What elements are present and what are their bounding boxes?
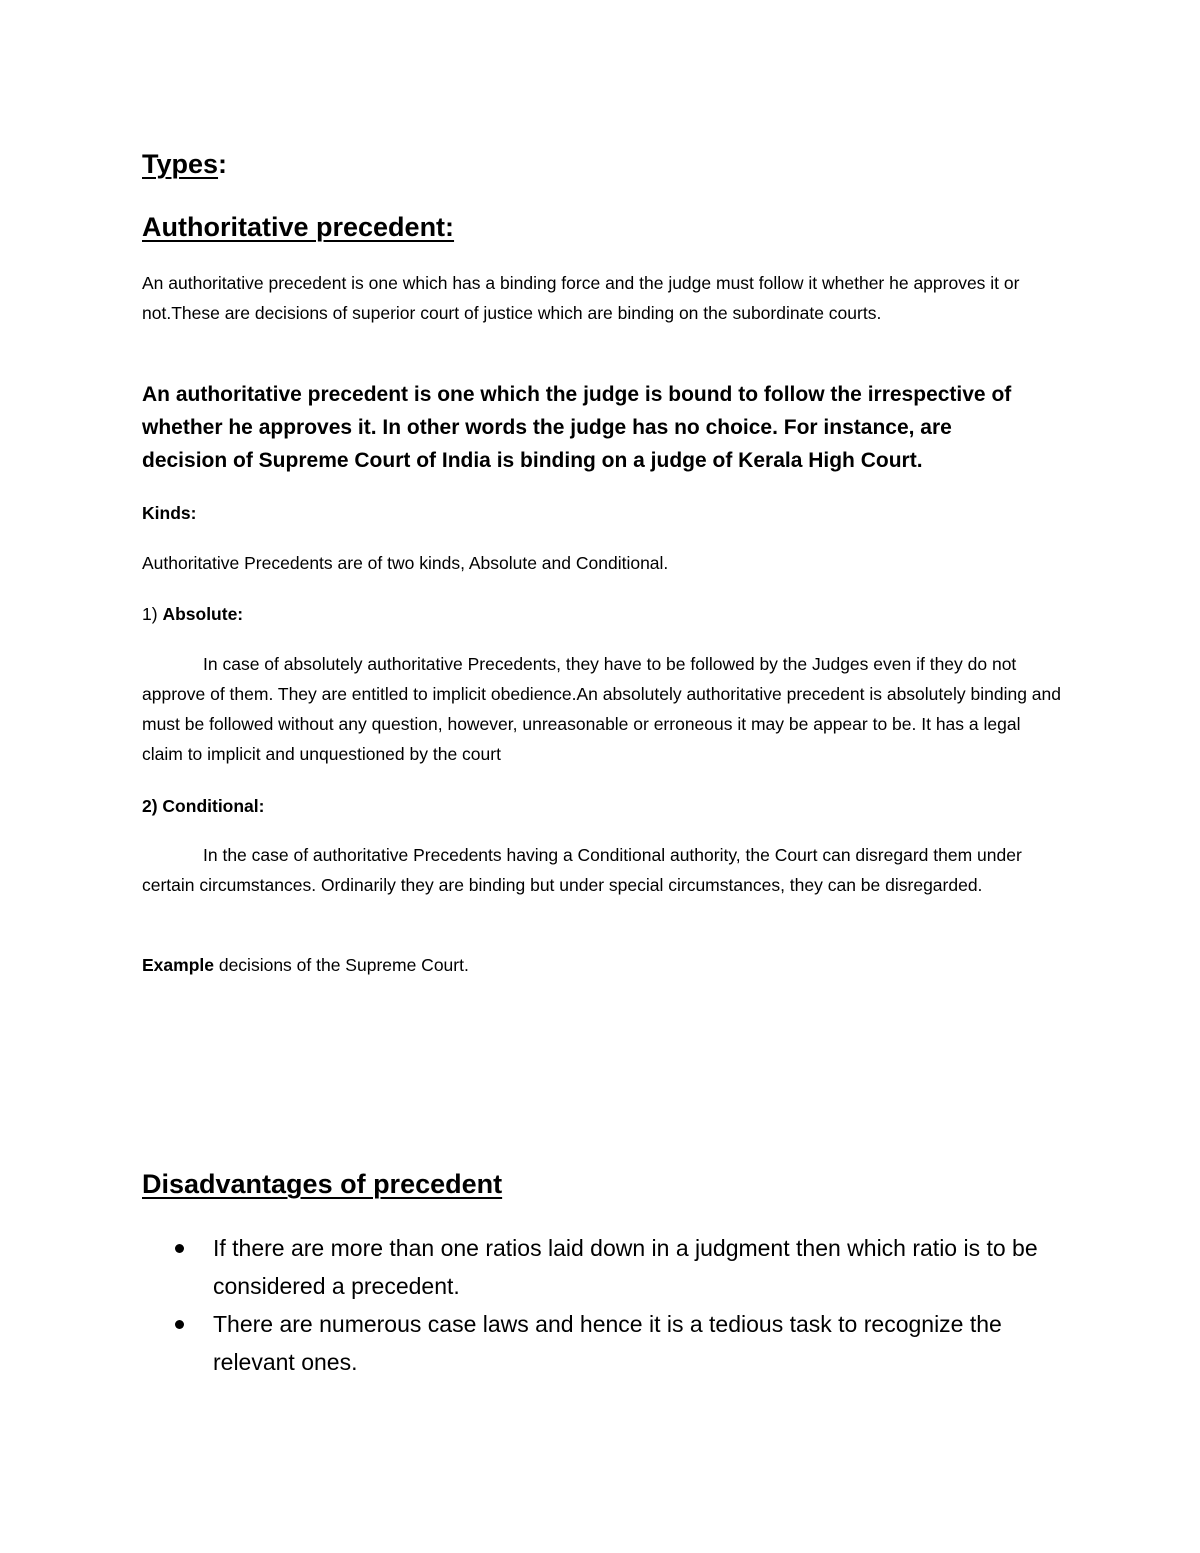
kinds-paragraph: Authoritative Precedents are of two kinds, Absolute and Conditional. [142, 553, 669, 573]
example-label: Example [142, 955, 214, 975]
absolute-heading [142, 599, 1062, 629]
conditional-paragraph: In the case of authoritative Precedents having a Conditional authority, the Court can disregard them under certain circumstances. Ordinarily they are binding but under special circumstances, they can be disregarded. [142, 845, 1022, 895]
absolute-number: 1) [142, 604, 158, 624]
kinds-heading: Kinds: [142, 503, 197, 523]
conditional-heading: 2) Conditional: [142, 796, 265, 816]
list-item [142, 1229, 1062, 1305]
types-heading-text: Types [142, 149, 219, 179]
authoritative-explanation-paragraph: An authoritative precedent is one which the judge is bound to follow the irrespective of whether he approves it. In other words the judge has no choice. For instance, are decision of Supreme Court of India is binding on a judge of Kerala High Court. [142, 383, 1012, 472]
authoritative-definition-paragraph: An authoritative precedent is one which has a binding force and the judge must follow it whether he approves it or not.These are decisions of superior court of justice which are binding on the subordinate courts. [142, 273, 1020, 323]
list-item-text: There are numerous case laws and hence it is a tedious task to recognize the relevant ones. [213, 1311, 1002, 1375]
absolute-label: Absolute: [162, 604, 244, 624]
authoritative-precedent-heading: Authoritative precedent: [142, 212, 455, 242]
disadvantages-heading: Disadvantages of precedent [142, 1169, 503, 1199]
list-item [142, 1305, 1062, 1381]
types-heading-colon: : [218, 149, 228, 179]
bullet-icon [175, 1320, 184, 1329]
bullet-icon [175, 1244, 184, 1253]
disadvantages-list [142, 1229, 1062, 1381]
absolute-paragraph: In case of absolutely authoritative Precedents, they have to be followed by the Judges even if they do not approve of them. They are entitled to implicit obedience.An absolutely authoritative precedent is absolutely binding and must be followed without any question, however, unreasonable or erroneous it may be appear to be. It has a legal claim to implicit and unquestioned by the court [142, 654, 1061, 764]
example-paragraph [142, 950, 1062, 980]
list-item-text: If there are more than one ratios laid down in a judgment then which ratio is to be considered a precedent. [213, 1235, 1038, 1299]
example-text: decisions of the Supreme Court. [213, 955, 469, 975]
types-heading [142, 147, 227, 181]
